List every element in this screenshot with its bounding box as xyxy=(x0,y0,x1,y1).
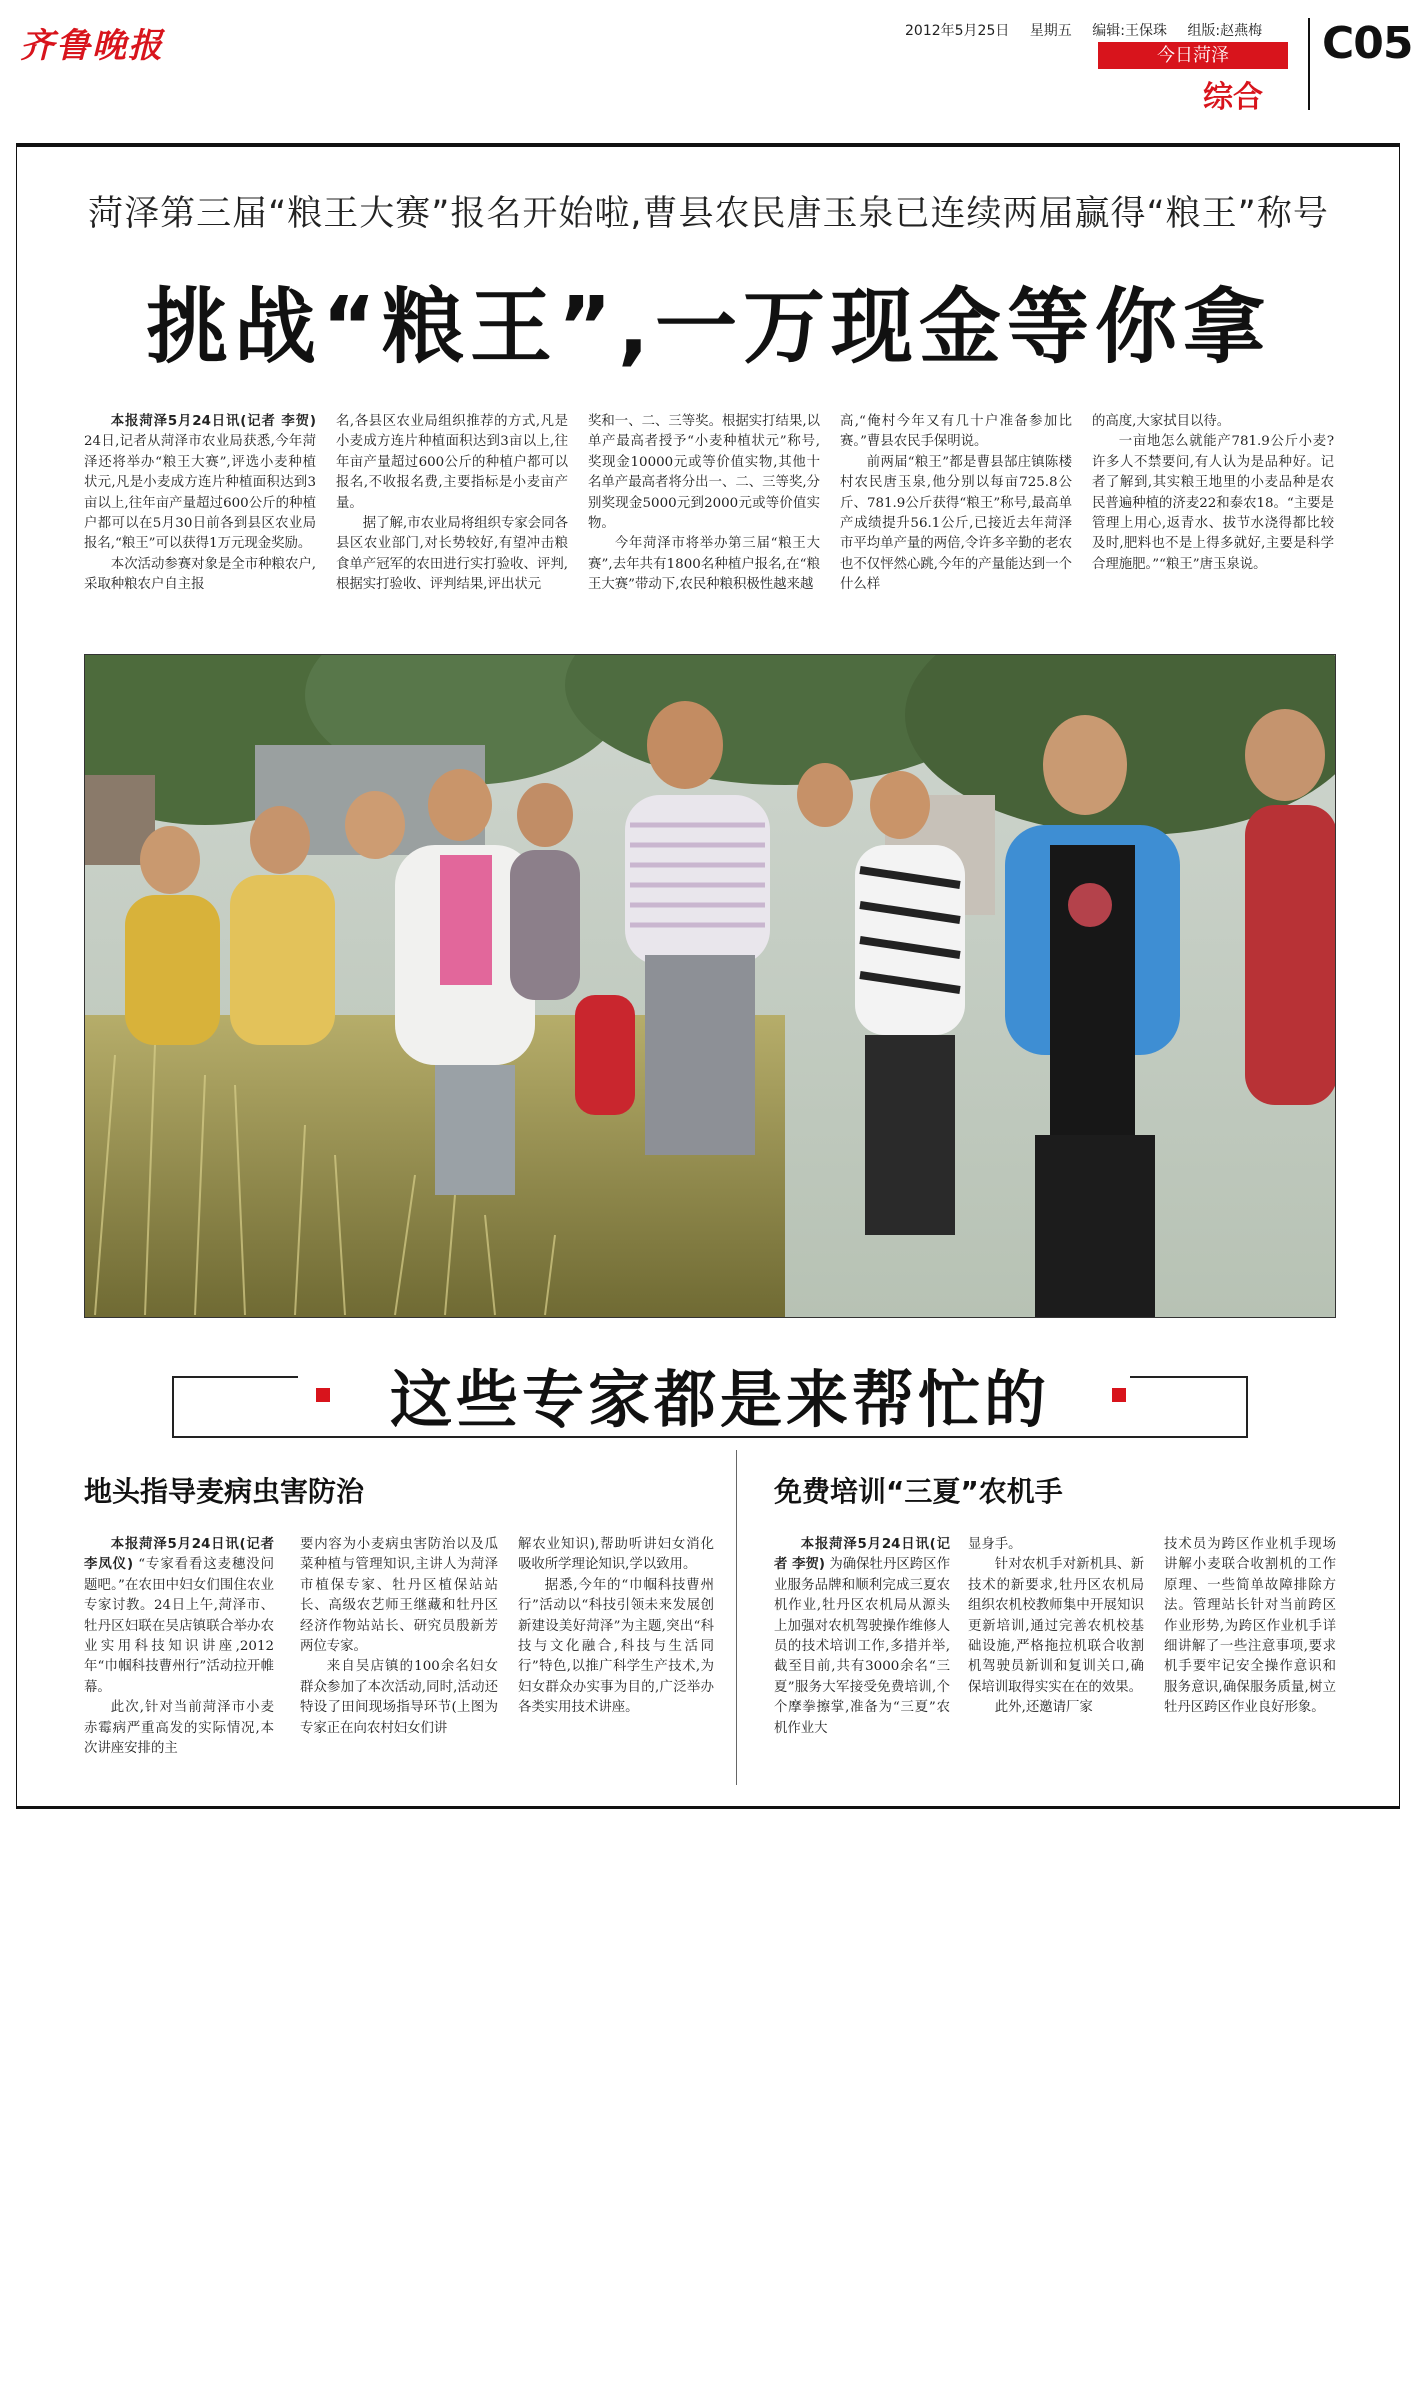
article2-col1-p2: 此次,针对当前菏泽市小麦赤霉病严重高发的实际情况,本次讲座安排的主 xyxy=(84,1700,274,1757)
article3-col2-p1: 显身手。 xyxy=(968,1537,1022,1552)
article1-column-3 xyxy=(588,412,820,642)
article2-col3-p2: 据悉,今年的“巾帼科技曹州行”活动以“科技引领未来发展创新建设美好菏泽”为主题,突出“科技与文化融合,科技与生活同行”特色,以推广科学生产技术,为妇女群众办实事为目的,广泛举办各类实用技术讲座。 xyxy=(518,1577,714,1716)
banner-left-square xyxy=(316,1388,330,1402)
banner-frame-top-left xyxy=(172,1376,298,1378)
banner-frame-right xyxy=(1246,1376,1248,1438)
article3-dateline: 本报菏泽5月24日讯(记者 李贺) xyxy=(774,1537,950,1573)
article1-subhead: 菏泽第三届“粮王大赛”报名开始啦,曹县农民唐玉泉已连续两届赢得“粮王”称号 xyxy=(88,194,1329,234)
article1-col4-p2: 前两届“粮王”都是曹县郜庄镇陈楼村农民唐玉泉,他分别以每亩725.8公斤、781.9公斤获得“粮王”称号,最高单产成绩提升56.1公斤,已接近去年菏泽市平均单产量的两倍,令许多辛勤的老农也不仅怦然心跳,今年的产量能达到一个什么样 xyxy=(840,454,1072,593)
article1-col2-p2: 据了解,市农业局将组织专家会同各县区农业部门,对长势较好,有望冲击粮食单产冠军的农田进行实打验收、评判,根据实打验收、评判结果,评出状元 xyxy=(336,516,568,593)
banner-frame-left xyxy=(172,1376,174,1438)
article2-col3-p1: 解农业知识),帮助听讲妇女消化吸收所学理论知识,学以致用。 xyxy=(518,1537,714,1573)
article3-column-3 xyxy=(1164,1535,1336,1785)
page-code: C05 xyxy=(1322,18,1413,69)
editor-credit: 编辑:王保珠 xyxy=(1092,23,1167,39)
article2-col2-p2: 来自吴店镇的100余名妇女群众参加了本次活动,同时,活动还特设了田间现场指导环节(上图为专家正在向农村妇女们讲 xyxy=(300,1659,498,1736)
article2-column-3 xyxy=(518,1535,714,1785)
article3-column-2 xyxy=(968,1535,1144,1785)
article2-col1-p1: “专家看看这麦穗没问题吧。”在农田中妇女们围住农业专家讨教。24日上午,菏泽市、牡丹区妇联在吴店镇联合举办农业实用科技知识讲座,2012年“巾帼科技曹州行”活动拉开帷幕。 xyxy=(84,1557,274,1695)
article3-col1-p1: 为确保牡丹区跨区作业服务品牌和顺利完成三夏农机作业,牡丹区农机局从源头上加强对农机驾驶操作维修人员的技术培训工作,多措并举,截至目前,共有3000余名“三夏”服务大军接受免费培训,个个摩拳擦掌,准备为“三夏”农机作业大 xyxy=(774,1557,950,1736)
article1-col1-p2: 本次活动参赛对象是全市种粮农户,采取种粮农户自主报 xyxy=(84,556,316,593)
article2-col2-p1: 要内容为小麦病虫害防治以及瓜菜种植与管理知识,主讲人为菏泽市植保专家、牡丹区植保站站长、高级农艺师王继藏和牡丹区经济作物站站长、研究员殷新芳两位专家。 xyxy=(300,1537,498,1655)
issue-meta xyxy=(905,20,1278,40)
banner-frame-top-right xyxy=(1130,1376,1248,1378)
news-photo-wheat-field-experts xyxy=(84,654,1336,1318)
article2-title: 地头指导麦病虫害防治 xyxy=(84,1475,365,1508)
article1-col3-p1: 奖和一、二、三等奖。根据实打结果,以单产最高者授予“小麦种植状元”称号,奖现金10000元或等价值实物,其他十名单产最高者将分出一、二、三等奖,分别奖现金5000元到2000元或等价值实物。 xyxy=(588,414,820,532)
article1-dateline: 本报菏泽5月24日讯(记者 李贺) xyxy=(110,414,316,429)
article1-col5-p2: 一亩地怎么就能产781.9公斤小麦?许多人不禁要问,有人认为是品种好。记者了解到,其实粮王地里的小麦品种是农民普遍种植的济麦22和泰农18。“主要是管理上用心,返青水、拔节水浇得都比较及时,肥料也不是上得多就好,主要是科学合理施肥。”“粮王”唐玉泉说。 xyxy=(1092,434,1334,572)
article1-column-1 xyxy=(84,412,316,642)
article3-col2-p3: 此外,还邀请厂家 xyxy=(994,1700,1093,1716)
article3-title: 免费培训“三夏”农机手 xyxy=(774,1475,1063,1508)
layout-credit: 组版:赵燕梅 xyxy=(1187,23,1263,39)
article2-dateline: 本报菏泽5月24日讯(记者 李凤仪) xyxy=(84,1537,274,1573)
section-name: 综合 xyxy=(1203,80,1263,115)
section-banner-title: 这些专家都是来帮忙的 xyxy=(389,1363,1050,1436)
article2-column-2 xyxy=(300,1535,498,1785)
article3-col3-p1: 技术员为跨区作业机手现场讲解小麦联合收割机的工作原理、一些简单故障排除方法。管理站长针对当前跨区作业形势,为跨区作业机手详细讲解了一些注意事项,要求机手要牢记安全操作意识和服务意识,确保服务质量,树立牡丹区跨区作业良好形象。 xyxy=(1164,1537,1336,1716)
column-divider xyxy=(736,1450,737,1785)
issue-weekday: 星期五 xyxy=(1029,23,1072,39)
edition-tag: 今日菏泽 xyxy=(1098,42,1288,69)
header-divider xyxy=(1308,18,1310,110)
article1-headline: 挑战“粮王”,一万现金等你拿 xyxy=(146,280,1271,375)
article1-col4-p1: 高,“俺村今年又有几十户准备参加比赛。”曹县农民手保明说。 xyxy=(840,414,1072,450)
article1-col1-p1: 24日,记者从菏泽市农业局获悉,今年菏泽还将举办“粮王大赛”,评选小麦种植状元,凡是小麦成方连片种植面积达到3亩以上,往年亩产量超过600公斤的种植户都可以在5月30日前各到县区农业局报名,“粮王”可以获得1万元现金奖励。 xyxy=(84,434,316,552)
article1-column-4 xyxy=(840,412,1072,642)
article1-col2-p1: 名,各县区农业局组织推荐的方式,凡是小麦成方连片种植面积达到3亩以上,往年亩产量超过600公斤的种植户都可以报名,不收报名费,主要指标是小麦亩产量。 xyxy=(336,414,568,511)
article1-col3-p2: 今年菏泽市将举办第三届“粮王大赛”,去年共有1800名种植户报名,在“粮王大赛”带动下,农民种粮积极性越来越 xyxy=(588,536,820,593)
banner-right-square xyxy=(1112,1388,1126,1402)
article1-column-5 xyxy=(1092,412,1334,642)
issue-date: 2012年5月25日 xyxy=(905,23,1010,39)
article1-col5-p1: 的高度,大家拭目以待。 xyxy=(1092,414,1231,429)
article3-col2-p2: 针对农机手对新机具、新技术的新要求,牡丹区农机局组织农机校教师集中开展知识更新培训,通过完善农机校基础设施,严格拖拉机联合收割机驾驶员新训和复训关口,确保培训取得实实在在的效果。 xyxy=(968,1557,1144,1695)
article2-column-1 xyxy=(84,1535,274,1785)
newspaper-masthead: 齐鲁晚报 xyxy=(20,26,164,66)
article3-column-1 xyxy=(774,1535,950,1785)
article1-column-2 xyxy=(336,412,568,642)
